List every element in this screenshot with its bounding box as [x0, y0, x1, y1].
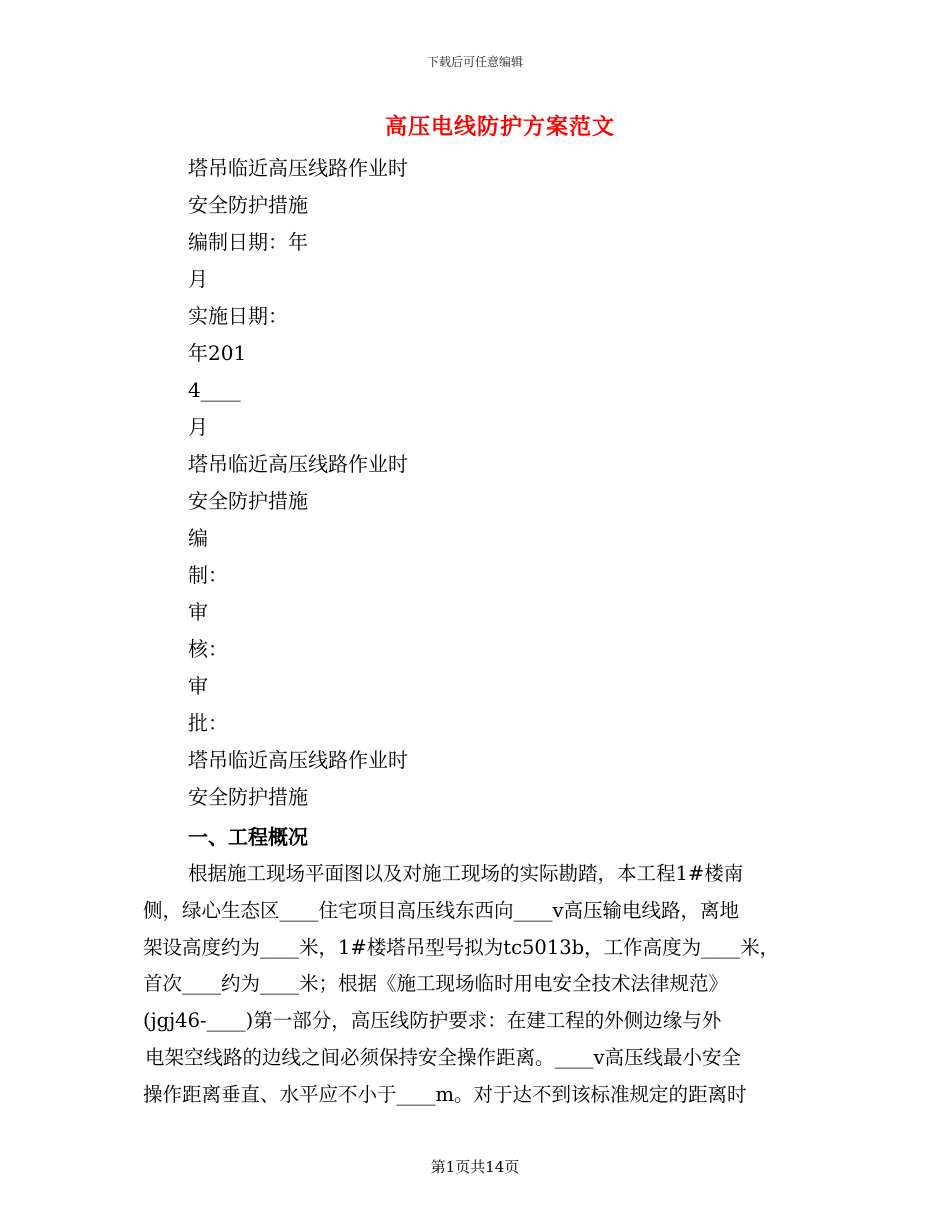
document-title: 高压电线防护方案范文: [384, 115, 615, 140]
header-note: 下载后可任意编辑: [426, 55, 523, 69]
paragraph-line: (jgj46-____)第一部分，高压线防护要求：在建工程的外侧边缘与外: [143, 1009, 722, 1033]
cover-line: 年201: [188, 341, 247, 365]
paragraph-line: 首次____约为____米；根据《施工现场临时用电安全技术法律规范》: [143, 972, 729, 996]
cover-line: 塔吊临近高压线路作业时: [188, 748, 408, 772]
cover-line: 安全防护措施: [188, 785, 308, 809]
cover-line: 塔吊临近高压线路作业时: [188, 156, 408, 180]
paragraph-line: 架设高度约为____米，1#楼塔吊型号拟为tc5013b，工作高度为____米，: [143, 935, 780, 959]
cover-lines: [188, 150, 408, 816]
cover-line: 实施日期：: [188, 304, 288, 328]
cover-line: 月: [188, 415, 208, 439]
page-footer: 第1页共14页: [430, 1158, 520, 1176]
cover-line: 审: [188, 674, 208, 698]
cover-line: 批：: [188, 711, 228, 735]
section-paragraph: [143, 856, 808, 1114]
cover-line: 塔吊临近高压线路作业时: [188, 452, 408, 476]
paragraph-line: 侧，绿心生态区____住宅项目高压线东西向____v高压输电线路，离地: [143, 898, 740, 922]
cover-line: 编制日期：年: [188, 230, 308, 254]
paragraph-line: 电架空线路的边线之间必须保持安全操作距离。____v高压线最小安全: [145, 1045, 742, 1069]
cover-line: 月: [188, 267, 208, 291]
cover-line: 安全防护措施: [188, 489, 308, 513]
cover-line: 安全防护措施: [188, 193, 308, 217]
cover-line: 审: [188, 600, 208, 624]
cover-line: 核：: [188, 637, 228, 661]
paragraph-line: 根据施工现场平面图以及对施工现场的实际勘踏，本工程1#楼南: [188, 862, 744, 885]
paragraph-line: 操作距离垂直、水平应不小于____m。对于达不到该标准规定的距离时: [143, 1082, 747, 1106]
cover-line: 制：: [188, 563, 228, 587]
section-heading: 一、工程概况: [188, 825, 308, 849]
cover-line: 编: [188, 526, 208, 550]
cover-line: 4____: [188, 378, 241, 402]
